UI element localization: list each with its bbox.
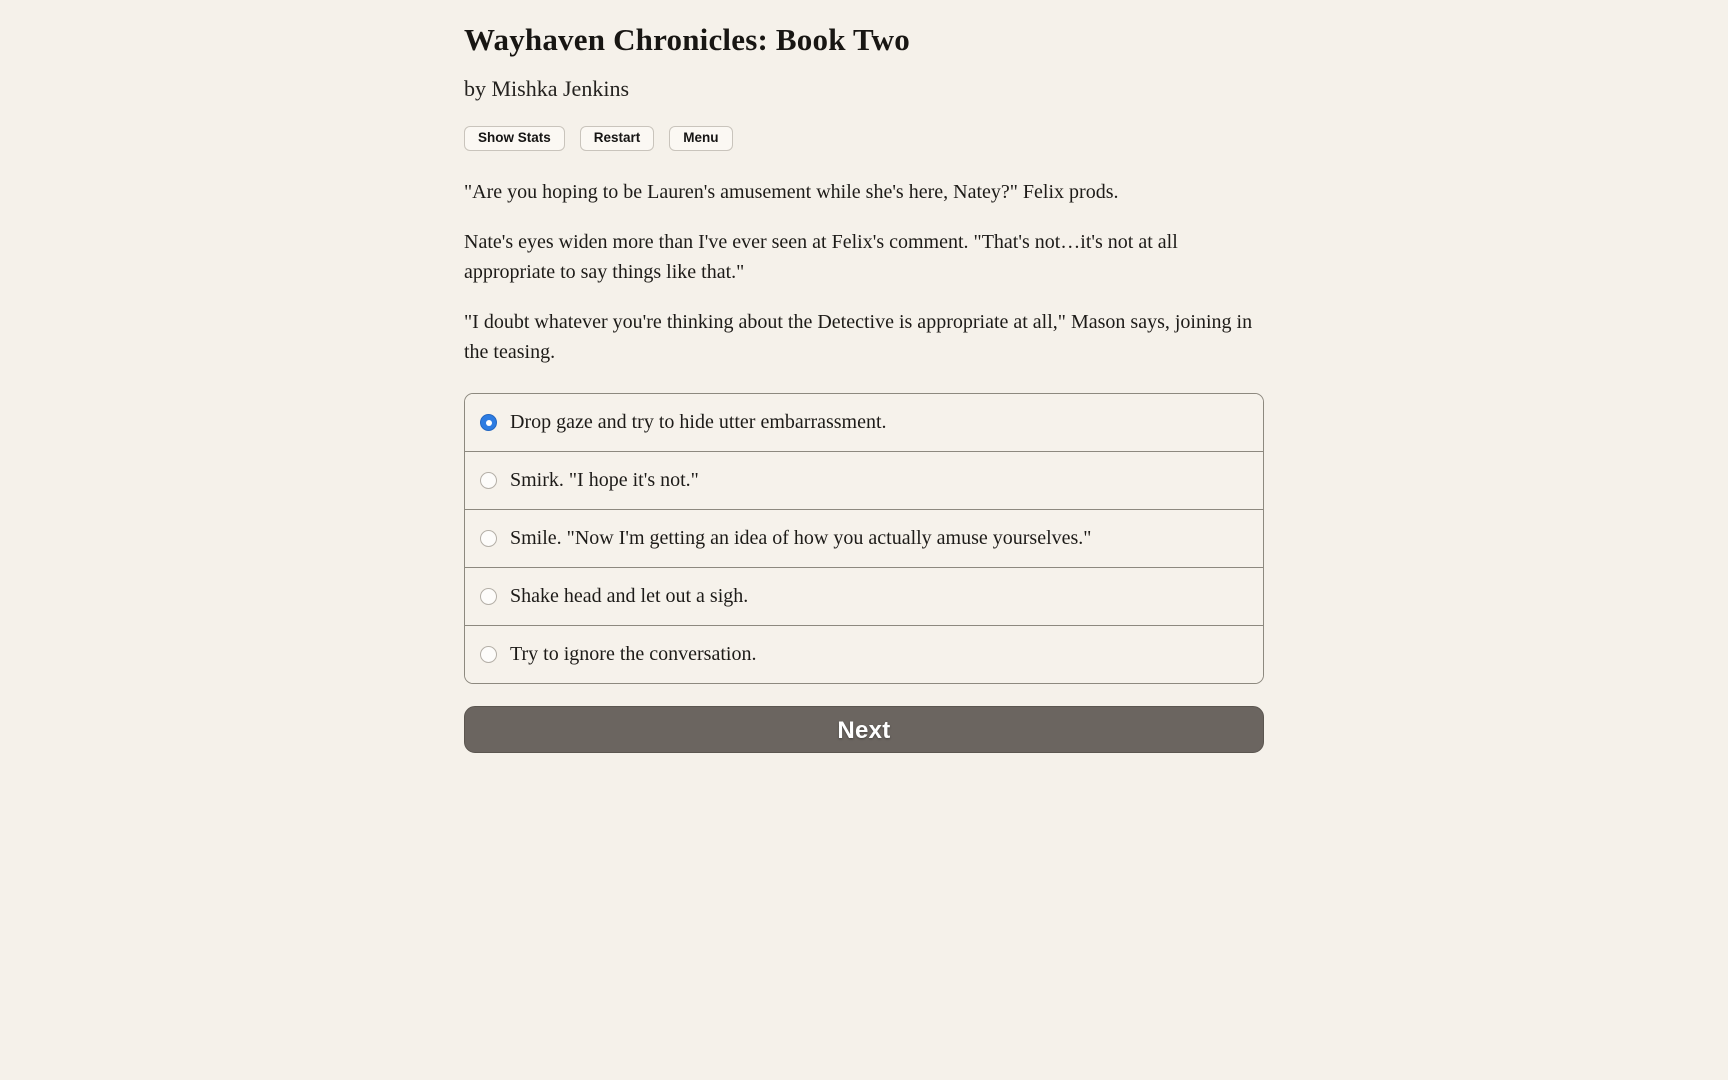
choice-option-1[interactable] bbox=[465, 394, 1263, 451]
choice-label: Try to ignore the conversation. bbox=[510, 643, 757, 666]
menu-button[interactable]: Menu bbox=[669, 126, 732, 151]
restart-button[interactable]: Restart bbox=[580, 126, 655, 151]
story-paragraph: "Are you hoping to be Lauren's amusement while she's here, Natey?" Felix prods. bbox=[464, 181, 1119, 204]
choice-list bbox=[464, 393, 1264, 684]
radio-button[interactable] bbox=[480, 530, 497, 547]
show-stats-button[interactable]: Show Stats bbox=[464, 126, 565, 151]
radio-button[interactable] bbox=[480, 588, 497, 605]
author-line: by Mishka Jenkins bbox=[464, 76, 629, 101]
story-paragraph: "I doubt whatever you're thinking about the Detective is appropriate at all," Mason says, joining in the teasing. bbox=[464, 311, 1253, 364]
radio-button[interactable] bbox=[480, 472, 497, 489]
choice-label: Smirk. "I hope it's not." bbox=[510, 469, 699, 492]
choice-option-4[interactable] bbox=[465, 567, 1263, 625]
toolbar bbox=[464, 126, 1264, 151]
next-button[interactable]: Next bbox=[464, 706, 1264, 753]
game-page bbox=[464, 0, 1264, 753]
choice-option-2[interactable] bbox=[465, 451, 1263, 509]
choice-option-3[interactable] bbox=[465, 509, 1263, 567]
choice-label: Drop gaze and try to hide utter embarrassment. bbox=[510, 411, 887, 434]
choice-label: Smile. "Now I'm getting an idea of how you actually amuse yourselves." bbox=[510, 527, 1092, 550]
radio-button[interactable] bbox=[480, 646, 497, 663]
story-paragraph: Nate's eyes widen more than I've ever seen at Felix's comment. "That's not…it's not at all appropriate to say things like that." bbox=[464, 231, 1178, 284]
radio-button[interactable] bbox=[480, 414, 497, 431]
choice-option-5[interactable] bbox=[465, 625, 1263, 683]
page-title: Wayhaven Chronicles: Book Two bbox=[464, 22, 910, 57]
story-text bbox=[464, 177, 1264, 367]
choice-label: Shake head and let out a sigh. bbox=[510, 585, 749, 608]
